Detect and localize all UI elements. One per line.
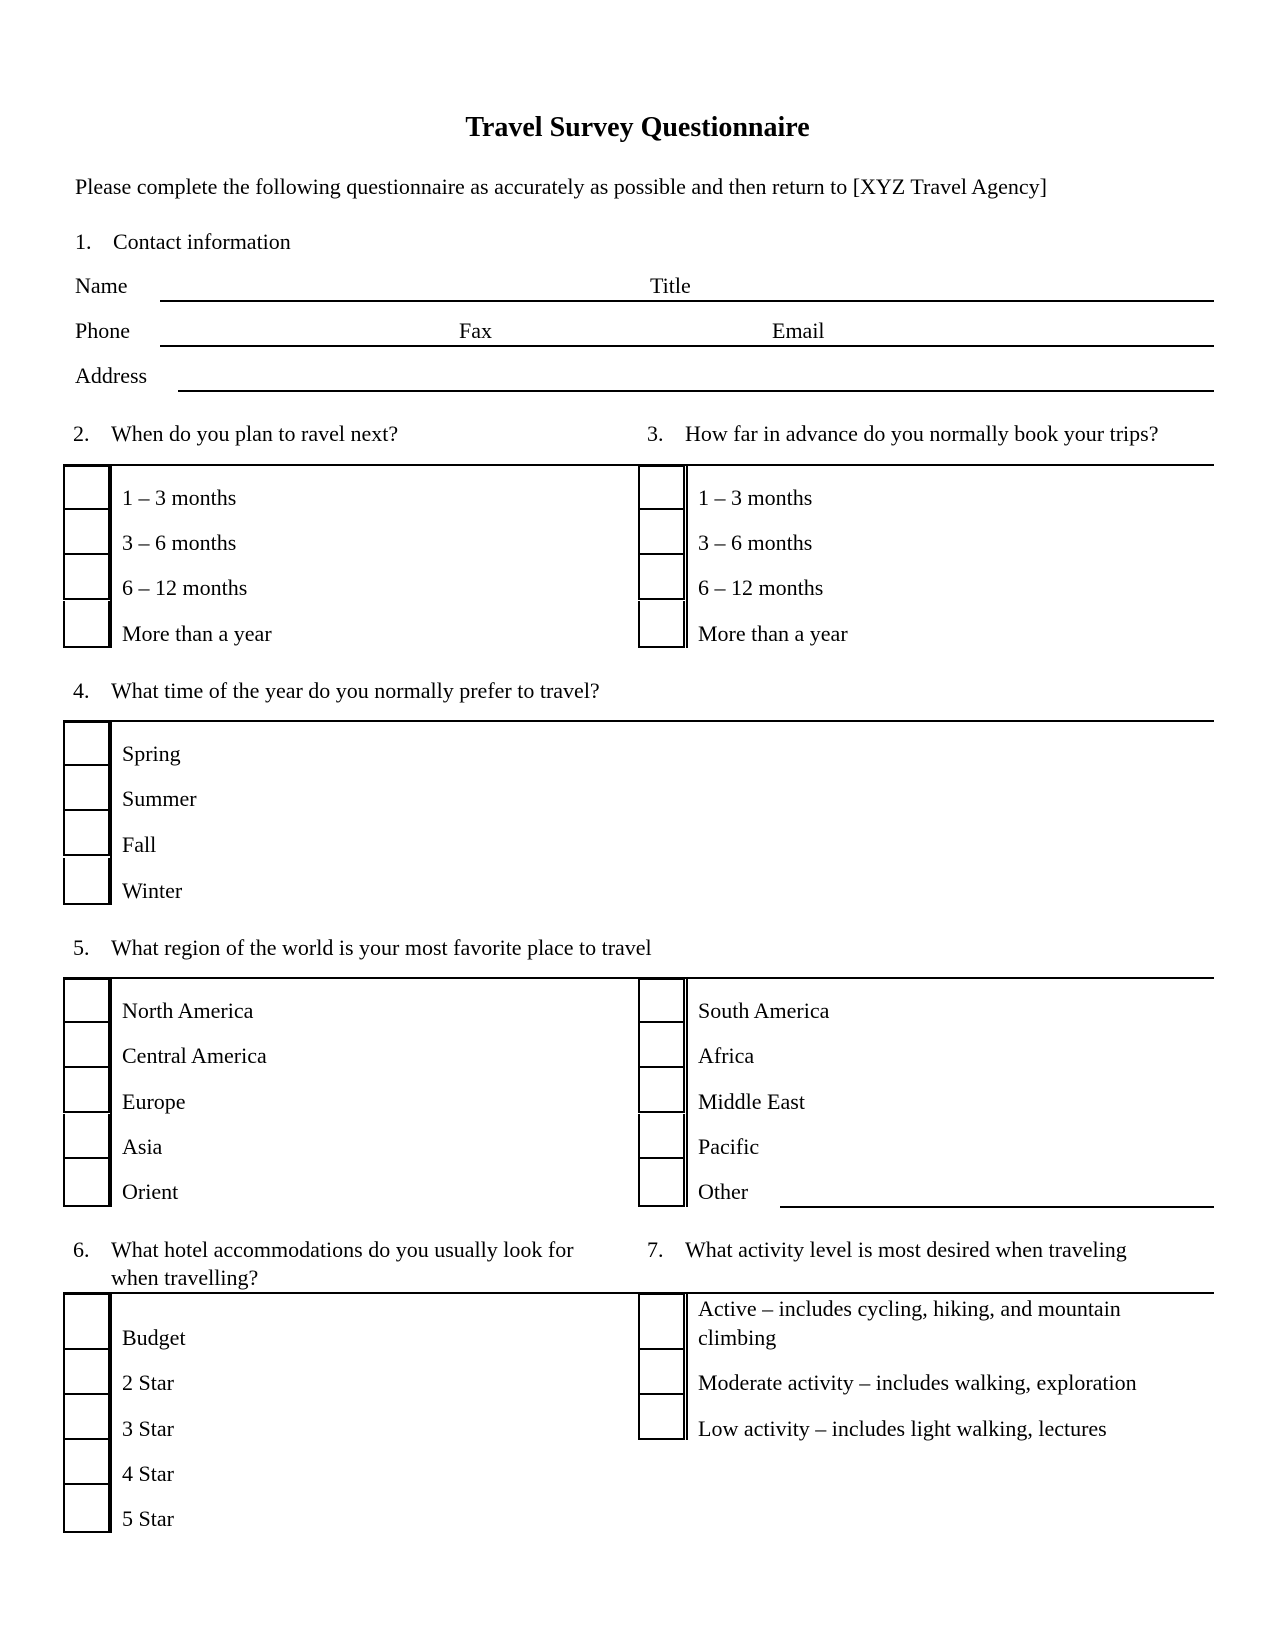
q7-column-divider xyxy=(686,1293,688,1440)
checkbox[interactable] xyxy=(63,858,110,905)
q6-option-label: 4 Star xyxy=(122,1461,174,1486)
checkbox[interactable] xyxy=(638,555,685,600)
q3-column-divider xyxy=(686,465,688,648)
q3-option-label: 3 – 6 months xyxy=(698,530,813,555)
q4-option-label: Winter xyxy=(122,878,183,903)
name-label: Name xyxy=(75,273,128,298)
address-field[interactable] xyxy=(178,390,1214,392)
q5-number: 5. xyxy=(73,935,90,960)
q4-heading: What time of the year do you normally prefer to travel? xyxy=(111,678,600,703)
page-title: Travel Survey Questionnaire xyxy=(465,112,810,143)
q4-column-divider xyxy=(110,721,112,905)
q6-heading-line2: when travelling? xyxy=(111,1265,259,1290)
q4-option-label: Summer xyxy=(122,786,197,811)
checkbox[interactable] xyxy=(638,1159,685,1207)
checkbox[interactable] xyxy=(63,1395,110,1440)
q3-table-top xyxy=(638,464,1214,466)
checkbox[interactable] xyxy=(63,601,110,648)
q6-column-divider xyxy=(110,1293,112,1533)
q5-option-label: Middle East xyxy=(698,1089,805,1114)
checkbox[interactable] xyxy=(638,1023,685,1068)
q7-option-label: Active – includes cycling, hiking, and mountain xyxy=(698,1296,1121,1321)
q5-option-label: Europe xyxy=(122,1089,186,1114)
q3-option-label: 6 – 12 months xyxy=(698,575,824,600)
q5-heading: What region of the world is your most favorite place to travel xyxy=(111,935,652,960)
q2-option-label: 3 – 6 months xyxy=(122,530,237,555)
q2-number: 2. xyxy=(73,421,90,446)
q4-option-label: Fall xyxy=(122,832,157,857)
checkbox[interactable] xyxy=(63,1485,110,1533)
q7-number: 7. xyxy=(647,1237,664,1262)
q3-number: 3. xyxy=(647,421,664,446)
checkbox[interactable] xyxy=(638,510,685,555)
q3-option-label: 1 – 3 months xyxy=(698,485,813,510)
address-label: Address xyxy=(75,363,148,388)
q4-table-top xyxy=(63,720,1214,722)
q5-right-column-divider xyxy=(686,978,688,1207)
q1-heading: Contact information xyxy=(113,229,291,254)
title-label: Title xyxy=(650,273,691,298)
q5-option-label: Pacific xyxy=(698,1134,760,1159)
q5-option-label: South America xyxy=(698,998,830,1023)
checkbox[interactable] xyxy=(63,1440,110,1485)
q1-number: 1. xyxy=(75,229,92,254)
q5-option-label: Other xyxy=(698,1179,749,1204)
checkbox[interactable] xyxy=(63,766,110,811)
checkbox[interactable] xyxy=(638,601,685,648)
checkbox[interactable] xyxy=(63,510,110,555)
checkbox[interactable] xyxy=(638,1068,685,1113)
q2-option-label: 6 – 12 months xyxy=(122,575,248,600)
q5-option-label: North America xyxy=(122,998,254,1023)
q5-left-column-divider xyxy=(110,978,112,1207)
phone-label: Phone xyxy=(75,318,130,343)
q2-column-divider xyxy=(110,465,112,648)
q4-number: 4. xyxy=(73,678,90,703)
q2-heading: When do you plan to ravel next? xyxy=(111,421,399,446)
q5-option-label: Orient xyxy=(122,1179,179,1204)
q3-heading: How far in advance do you normally book your trips? xyxy=(685,421,1159,446)
q5-option-label: Central America xyxy=(122,1043,267,1068)
q7-option-label: Low activity – includes light walking, lectures xyxy=(698,1416,1107,1441)
checkbox[interactable] xyxy=(638,465,685,510)
intro-text: Please complete the following questionnaire as accurately as possible and then return to [XYZ Travel Agency] xyxy=(75,174,1048,199)
checkbox[interactable] xyxy=(63,811,110,856)
q6-number: 6. xyxy=(73,1237,90,1262)
q4-option-label: Spring xyxy=(122,741,181,766)
checkbox[interactable] xyxy=(638,1350,685,1395)
q2-option-label: 1 – 3 months xyxy=(122,485,237,510)
checkbox[interactable] xyxy=(63,1293,110,1350)
checkbox[interactable] xyxy=(63,1023,110,1068)
phone-fax-email-field[interactable] xyxy=(160,345,1214,347)
q5-option-label: Africa xyxy=(698,1043,755,1068)
checkbox[interactable] xyxy=(63,1114,110,1159)
checkbox[interactable] xyxy=(638,1114,685,1159)
checkbox[interactable] xyxy=(63,1068,110,1113)
q6-option-label: 5 Star xyxy=(122,1506,174,1531)
q7-table-top xyxy=(638,1292,1214,1294)
other-region-field[interactable] xyxy=(780,1206,1214,1208)
checkbox[interactable] xyxy=(63,1159,110,1207)
q6-option-label: 3 Star xyxy=(122,1416,174,1441)
q7-heading: What activity level is most desired when traveling xyxy=(685,1237,1127,1262)
q6-option-label: 2 Star xyxy=(122,1370,174,1395)
q2-option-label: More than a year xyxy=(122,621,272,646)
q6-table-top xyxy=(63,1292,639,1294)
checkbox[interactable] xyxy=(638,1293,685,1350)
checkbox[interactable] xyxy=(63,721,110,766)
q7-option-label: Moderate activity – includes walking, exploration xyxy=(698,1370,1137,1395)
q6-heading-line1: What hotel accommodations do you usually look for xyxy=(111,1237,574,1262)
q7-option-label-cont: climbing xyxy=(698,1325,777,1350)
q6-option-label: Budget xyxy=(122,1325,186,1350)
checkbox[interactable] xyxy=(638,1395,685,1440)
fax-label: Fax xyxy=(459,318,492,343)
name-title-field[interactable] xyxy=(160,300,1214,302)
q3-option-label: More than a year xyxy=(698,621,848,646)
q2-table-top xyxy=(63,464,639,466)
checkbox[interactable] xyxy=(63,555,110,600)
checkbox[interactable] xyxy=(63,1350,110,1395)
checkbox[interactable] xyxy=(63,465,110,510)
checkbox[interactable] xyxy=(63,978,110,1023)
q5-option-label: Asia xyxy=(122,1134,163,1159)
email-label: Email xyxy=(772,318,825,343)
checkbox[interactable] xyxy=(638,978,685,1023)
